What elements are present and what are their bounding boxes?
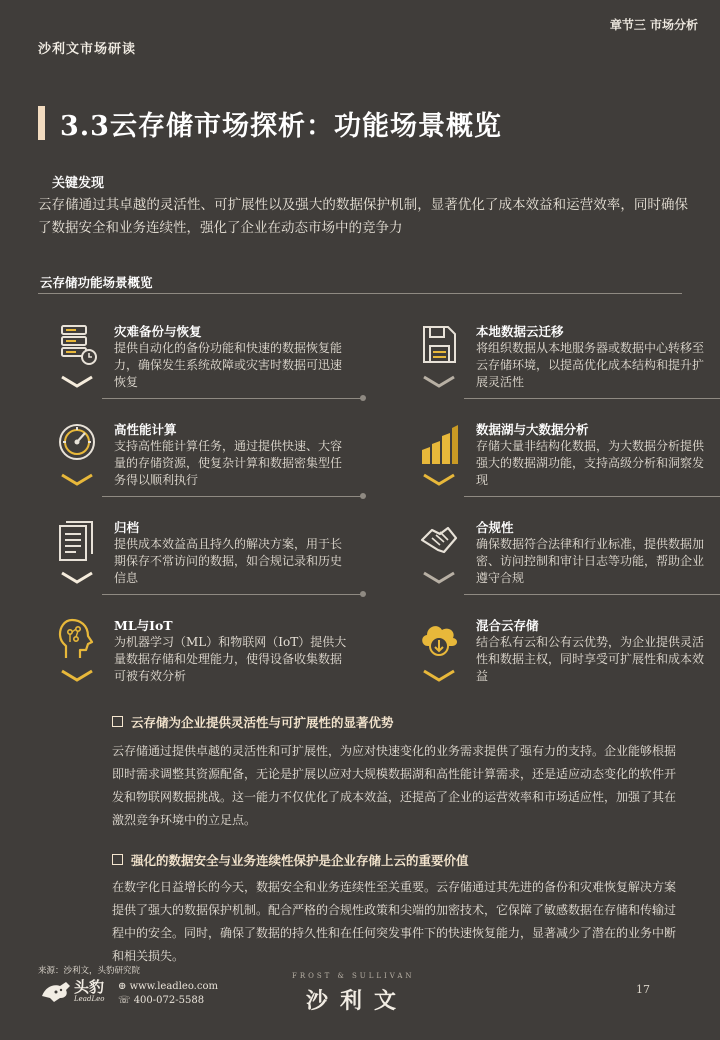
chapter-label: 章节三 市场分析: [609, 18, 698, 32]
paragraph-heading: 云存储为企业提供灵活性与可扩展性的显著优势: [112, 713, 394, 731]
card-description: 将组织数据从本地服务器或数据中心转移至云存储环境，以提高优化成本结构和提升扩展灵活性: [476, 341, 705, 389]
chevron-down-icon: [422, 374, 456, 390]
leopard-icon: [40, 976, 74, 1004]
page-number: 17: [636, 983, 650, 996]
card-description: 结合私有云和公有云优势，为企业提供灵活性和数据主权，同时享受可扩展性和成本效益: [476, 635, 705, 683]
checkbox-square-icon: [112, 854, 123, 865]
scenario-card: [38, 322, 358, 408]
key-findings-text: 云存储通过其卓越的灵活性、可扩展性以及强大的数据保护机制，显著优化了成本效益和运营效率，同时确保了数据安全和业务连续性，强化了企业在动态市场中的竞争力: [38, 197, 688, 236]
card-divider: [464, 496, 720, 497]
card-divider: [102, 398, 364, 399]
phone-number: 400-072-5588: [133, 995, 205, 1006]
chevron-down-icon: [60, 570, 94, 586]
phone-row: [118, 994, 218, 1008]
brand-name: 沙利文市场研读: [38, 42, 137, 57]
server-backup-icon: [56, 322, 98, 368]
floppy-disk-icon: [418, 322, 460, 368]
card-divider-dot: [360, 493, 366, 499]
scenario-card: [400, 616, 720, 702]
logo-text: 头豹: [74, 978, 105, 996]
document-archive-icon: [56, 518, 98, 564]
globe-icon: ⊕: [118, 981, 130, 992]
logo-subtext: LeadLeo: [74, 995, 105, 1003]
card-divider: [464, 398, 720, 399]
speedometer-icon: [56, 420, 98, 466]
scenario-card: [400, 518, 720, 604]
section-title: 云存储功能场景概览: [40, 275, 153, 290]
bar-chart-icon: [418, 420, 460, 466]
card-description: 确保数据符合法律和行业标准，提供数据加密、访问控制和审计日志等功能，帮助企业遵守合规: [476, 537, 705, 585]
chevron-down-icon: [60, 668, 94, 684]
scenario-card: [400, 322, 720, 408]
card-description: 为机器学习（ML）和物联网（IoT）提供大量数据存储和处理能力，使得设备收集数据可被有效分析: [114, 635, 347, 683]
card-description: 支持高性能计算任务，通过提供快速、大容量的存储资源，使复杂计算和数据密集型任务得以顺利执行: [114, 439, 343, 487]
chevron-down-icon: [422, 668, 456, 684]
card-title: 灾难备份与恢复: [114, 324, 202, 339]
card-title: ML与IoT: [114, 618, 173, 633]
scenario-card: [38, 518, 358, 604]
chevron-down-icon: [60, 374, 94, 390]
phone-icon: ☏: [118, 995, 134, 1006]
card-divider: [102, 496, 364, 497]
scenario-card: [38, 420, 358, 506]
card-divider-dot: [360, 395, 366, 401]
page-title: 3.3云存储市场探析：功能场景概览: [60, 111, 502, 142]
checkbox-square-icon: [112, 716, 123, 727]
paragraph-text: 云存储通过提供卓越的灵活性和可扩展性，为应对快速变化的业务需求提供了强有力的支持。企业能够根据即时需求调整其资源配备，无论是扩展以应对大规模数据湖和高性能计算需求，还是适应动态变化的软件开发和物联网数据挑战。这一能力不仅优化了成本效益，还提高了企业的运营效率和市场适应性，加强了其在激烈竞争环境中的立足点。: [112, 744, 677, 827]
card-divider-dot: [360, 591, 366, 597]
card-title: 混合云存储: [476, 618, 539, 633]
leadleo-logo: [40, 976, 120, 1006]
card-description: 提供自动化的备份功能和快速的数据恢复能力，确保发生系统故障或灾害时数据可迅速恢复: [114, 341, 343, 389]
chevron-down-icon: [422, 472, 456, 488]
scenario-card: [400, 420, 720, 506]
card-title: 合规性: [476, 520, 514, 535]
chevron-down-icon: [422, 570, 456, 586]
paragraph-heading: 强化的数据安全与业务连续性保护是企业存储上云的重要价值: [112, 851, 469, 869]
scenario-card: [38, 616, 358, 702]
frost-sullivan-label: FROST & SULLIVAN: [292, 972, 415, 980]
card-divider: [464, 594, 720, 595]
cloud-download-icon: [418, 616, 460, 662]
paragraph-text: 在数字化日益增长的今天，数据安全和业务连续性至关重要。云存储通过其先进的备份和灾难恢复解决方案提供了强大的数据保护机制。配合严格的合规性政策和尖端的加密技术，它保障了敏感数据在存储和传输过程中的安全。同时，确保了数据的持久性和在任何突发事件下的快速恢复能力，显著减少了潜在的业务中断和相关损失。: [112, 880, 677, 963]
card-description: 提供成本效益高且持久的解决方案，用于长期保存不常访问的数据，如合规记录和历史信息: [114, 537, 343, 585]
website-row: [118, 980, 218, 994]
section-divider: [38, 293, 682, 294]
handshake-icon: [418, 518, 460, 564]
card-divider: [102, 594, 364, 595]
chevron-down-icon: [60, 472, 94, 488]
card-description: 存储大量非结构化数据，为大数据分析提供强大的数据湖功能，支持高级分析和洞察发现: [476, 439, 705, 487]
source-note: 来源：沙利文，头豹研究院: [38, 966, 141, 976]
card-title: 归档: [114, 520, 140, 535]
title-accent-bar: [38, 106, 45, 140]
card-title: 数据湖与大数据分析: [476, 422, 589, 437]
website-link[interactable]: www.leadleo.com: [129, 981, 218, 992]
card-title: 本地数据云迁移: [476, 324, 564, 339]
footer-contact: [118, 980, 218, 1008]
key-findings-title: 关键发现: [52, 176, 105, 191]
card-title: 高性能计算: [114, 422, 177, 437]
company-logo-text: 沙利文: [306, 988, 409, 1014]
ai-head-icon: [56, 616, 98, 662]
